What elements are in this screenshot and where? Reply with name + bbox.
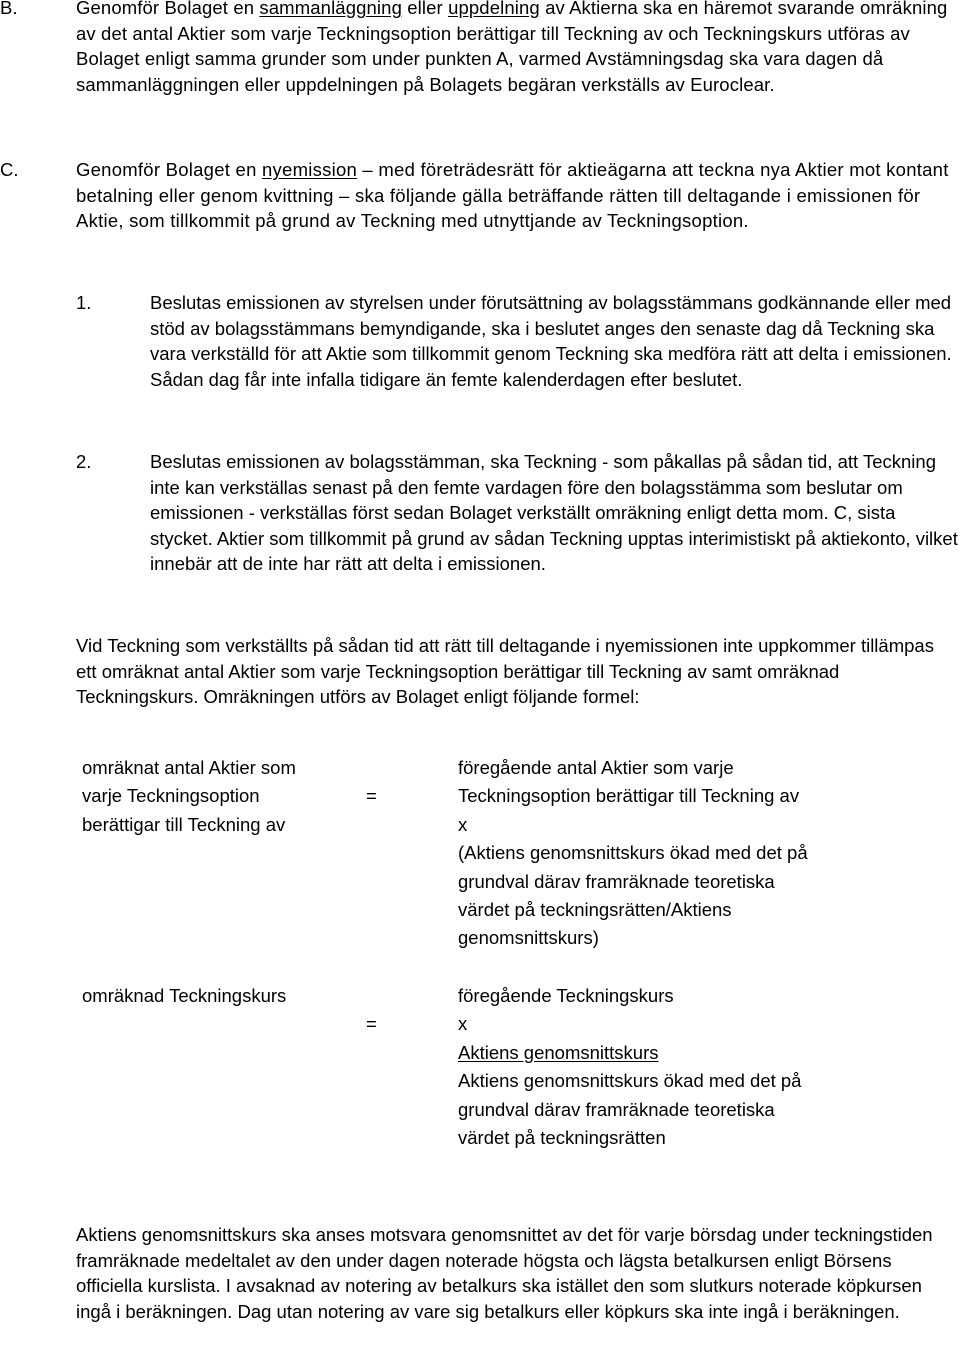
formula-2-right-line: Aktiens genomsnittskurs ökad med det på — [458, 1070, 802, 1092]
formula-1-right-line: grundval därav framräknade teoretiska — [458, 870, 775, 892]
list-item-text: Beslutas emissionen av styrelsen under förutsättning av bolagsstämmans godkännande eller med stöd av bolagsstämmans bemyndigande, ska i beslutet anges den senaste dag då Teckning ska vara verkställd för att Aktie som tillkommit genom Teckning ska medföra rätt att delta i emissionen. Sådan dag får inte infalla tidigare än femte kalenderdagen efter beslutet. — [150, 292, 952, 390]
section-b-text — [76, 0, 958, 97]
formula-1-left-line: varje Teckningsoption — [82, 785, 260, 807]
recalculation-paragraph: Vid Teckning som verkställts på sådan tid att rätt till deltagande i nyemissionen inte uppkommer tillämpas ett omräknat antal Aktier som varje Teckningsoption berättigar till Teckning av samt omräknad Teckningskurs. Omräkningen utförs av Bolaget enligt följande formel: — [76, 635, 934, 707]
list-item-text: Beslutas emissionen av bolagsstämman, ska Teckning - som påkallas på sådan tid, att Teckning inte kan verkställas senast på den femte vardagen före den bolagsstämma som beslutar om emissionen - verkställas först sedan Bolaget verkställt omräkning enligt detta mom. C, sista stycket. Aktier som tillkommit på grund av sådan Teckning upptas interimistiskt på aktiekonto, vilket innebär att de inte har rätt att delta i emissionen. — [150, 451, 958, 574]
formula-1-equals: = — [366, 785, 377, 806]
term-nyemission: nyemission — [262, 159, 358, 180]
section-c-text-part: – med företrädesrätt för aktieägarna att teckna nya Aktier mot kontant betalning eller genom kvittning – ska följande gälla beträffande rätten till deltagande i emissionen för Aktie, som tillkommit på grund av Teckning med utnyttjande av Teckningsoption. — [76, 159, 949, 231]
formula-2-right-line: föregående Teckningskurs — [458, 985, 674, 1006]
formula-1-left-line: berättigar till Teckning av — [82, 813, 286, 835]
formula-1-right — [458, 754, 938, 953]
average-price-paragraph: Aktiens genomsnittskurs ska anses motsvara genomsnittet av det för varje börsdag under teckningstiden framräknade medeltalet av den under dagen noterade högsta och lägsta betalkursen enligt Börsens officiella kurslista. I avsaknad av notering av betalkurs ska istället den som slutkurs noterade köpkursen ingå i beräkningen. Dag utan notering av vare sig betalkurs eller köpkurs ska inte ingå i beräkningen. — [76, 1224, 933, 1322]
section-b-text-part: Genomför Bolaget en — [76, 0, 260, 18]
section-c-text — [76, 157, 958, 234]
formula-2-right-line — [458, 1039, 938, 1067]
formula-1-left — [82, 754, 372, 839]
section-c-label: C. — [0, 159, 19, 180]
formula-2-right — [458, 982, 938, 1152]
formula-1-right-line: (Aktiens genomsnittskurs ökad med det på — [458, 842, 808, 864]
formula-2-left-line: omräknad Teckningskurs — [82, 985, 287, 1006]
formula-2-denominator-term: Aktiens genomsnittskurs — [458, 1041, 659, 1063]
formula-1-right-line: värdet på teckningsrätten/Aktiens — [458, 899, 732, 921]
formula-1-right-line: x — [458, 813, 468, 835]
formula-1-right-line: Teckningsoption berättigar till Teckning av — [458, 785, 800, 807]
formula-2-right-line: x — [458, 1013, 468, 1035]
formula-1-right-line: genomsnittskurs) — [458, 927, 599, 949]
formula-1-right-line: föregående antal Aktier som varje — [458, 757, 734, 778]
formula-1-left-line: omräknat antal Aktier som — [82, 757, 296, 778]
list-item-number: 1. — [76, 292, 92, 313]
section-b-text-part: eller — [401, 0, 449, 18]
section-c-text-part: Genomför Bolaget en — [76, 159, 262, 180]
formula-2-right-line: värdet på teckningsrätten — [458, 1127, 666, 1149]
section-b-label: B. — [0, 0, 18, 18]
section-b-text-part: av Aktierna ska en häremot svarande omräkning av det antal Aktier som varje Teckningsoption berättigar till Teckning av och Teckningskurs utföras av Bolaget enligt samma grunder som under punkten A, varmed Avstämningsdag ska vara dagen då sammanläggningen eller uppdelningen på Bolagets begäran verkställs av Euroclear. — [76, 0, 948, 95]
formula-2-equals: = — [366, 1013, 377, 1034]
formula-2-left — [82, 982, 372, 1010]
term-sammanlaggning: sammanläggning — [259, 0, 402, 18]
list-item-number: 2. — [76, 451, 92, 472]
term-uppdelning: uppdelning — [448, 0, 540, 18]
formula-2-right-line: grundval därav framräknade teoretiska — [458, 1098, 775, 1120]
